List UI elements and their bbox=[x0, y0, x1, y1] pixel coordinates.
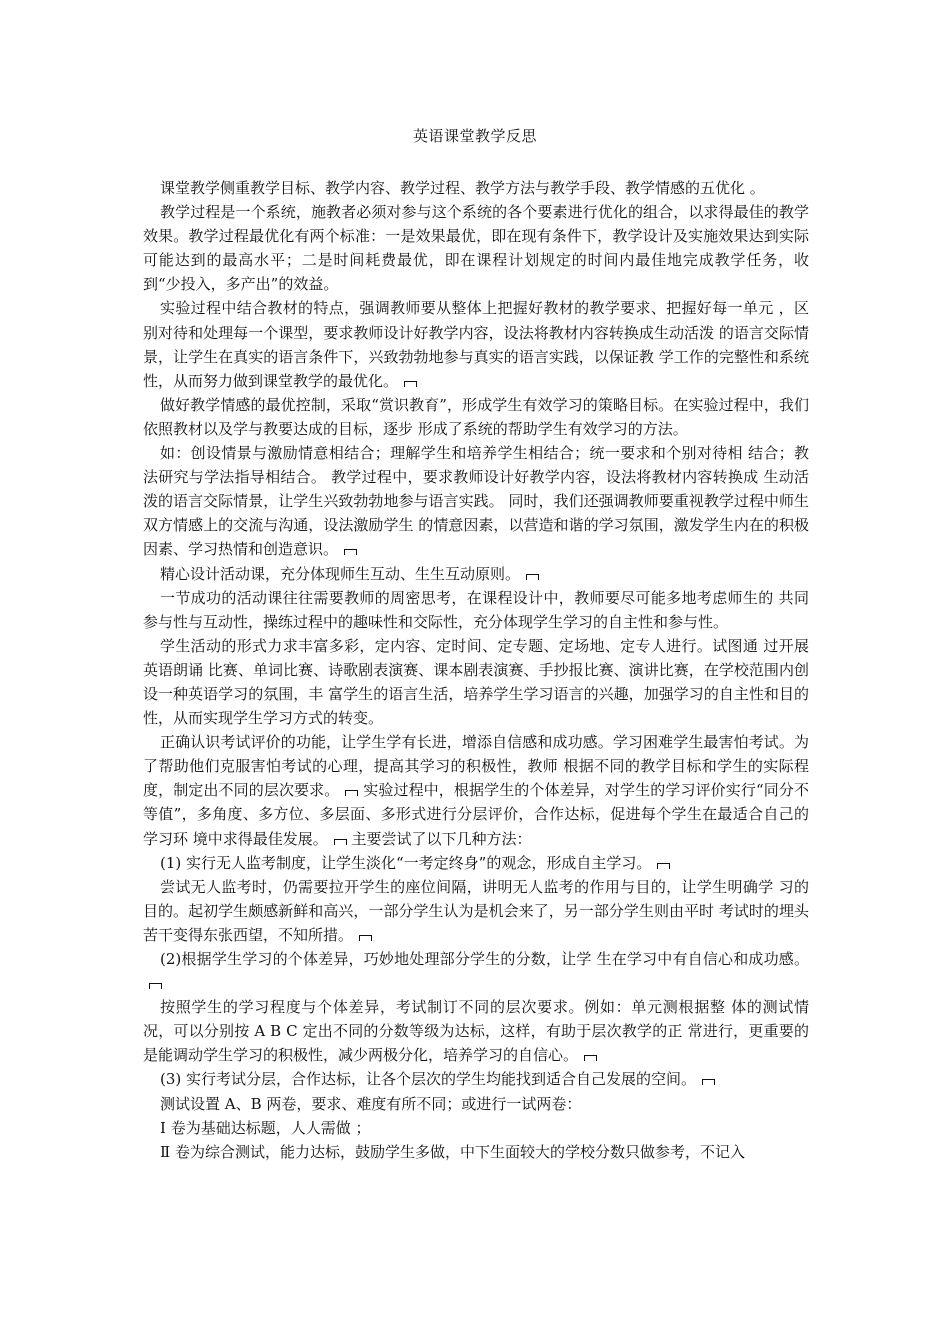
paragraph-mark-icon bbox=[526, 574, 539, 580]
paragraph-17: Ⅱ 卷为综合测试，能力达标，鼓励学生多做，中下生面较大的学校分数只做参考，不记入 bbox=[160, 1142, 745, 1161]
paragraph-mark-icon bbox=[334, 839, 347, 845]
paragraph-10: (1) 实行无人监考制度，让学生淡化“一考定终身”的观念，形成自主学习。 bbox=[143, 851, 809, 875]
paragraph-mark-icon bbox=[404, 381, 417, 387]
paragraph-5: 如：创设情景与激励情意相结合；理解学生和培养学生相结合；统一要求和个别对待相 结合；教法研究与学法指导相结合。 教学过程中，要求教师设计好教学内容，设法将教材内容转换成 生动活泼的语言交际情景，让学生兴致勃勃地参与语言实践。 同时，我们还强调教师要重视教学过程中师生双方情感上的交流与沟通，设法激励学生 的情意因素，以营造和谐的学习氛围，激发学生内在的积极因素、学习热情和创造意识。 bbox=[143, 444, 809, 559]
paragraph-1: 课堂教学侧重教学目标、教学内容、教学过程、教学方法与教学手段、教学情感的五优化 。 bbox=[160, 179, 765, 197]
paragraph-12: (2)根据学生学习的个体差异，巧妙地处理部分学生的分数，让学 生在学习中有自信心和成功感。 bbox=[143, 947, 809, 995]
paragraph-7: 一节成功的活动课往往需要教师的周密思考，在课程设计中，教师要尽可能多地考虑师生的 共同参与性与互动性，操练过程中的趣味性和交际性，充分体现学生学习的自主性和参与性。 bbox=[143, 588, 809, 631]
paragraph-6: 精心设计活动课，充分体现师生互动、生生互动原则。 bbox=[143, 562, 809, 586]
paragraph-16: Ⅰ 卷为基础达标题，人人需做 ； bbox=[160, 1118, 371, 1137]
paragraph-15: 测试设置 A、B 两卷，要求、难度有所不同；或进行一试两卷： bbox=[160, 1094, 582, 1113]
paragraph-mark-icon bbox=[657, 863, 670, 869]
paragraph-4: 做好教学情感的最优控制，采取“赏识教育”，形成学生有效学习的策略目标。在实验过程中，我们依照教材以及学与教要达成的目标，逐步 形成了系统的帮助学生有效学习的方法。 bbox=[143, 395, 809, 438]
paragraph-mark-icon bbox=[149, 983, 162, 989]
paragraph-8: 学生活动的形式力求丰富多彩，定内容、定时间、定专题、定场地、定专人进行。试图通 过开展英语朗诵 比赛、单词比赛、诗歌剧表演赛、课本剧表演赛、手抄报比赛、演讲比赛，在学校范围内创设一种英语学习的氛围，丰 富学生的语言生活，培养学生学习语言的兴趣，加强学习的自主性和目的性，从而实现学生学习方式的转变。 bbox=[143, 636, 809, 728]
paragraph-mark-icon bbox=[584, 1055, 597, 1061]
paragraph-2: 教学过程是一个系统，施教者必须对参与这个系统的各个要素进行优化的组合，以求得最佳的教学效果。教学过程最优化有两个标准：一是效果最优，即在现有条件下，教学设计及实施效果达到实际可能达到的最高水平；二是时间耗费最优，即在课程计划规定的时间内最佳地完成教学任务，收到“少投入，多产出”的效益。 bbox=[143, 203, 809, 294]
paragraph-mark-icon bbox=[344, 549, 357, 555]
document-title: 英语课堂教学反思 bbox=[412, 127, 537, 145]
paragraph-mark-icon bbox=[359, 935, 372, 941]
paragraph-14: (3) 实行考试分层，合作达标，让各个层次的学生均能找到适合自己发展的空间。 bbox=[143, 1067, 809, 1091]
document-body bbox=[143, 176, 809, 1164]
paragraph-mark-icon bbox=[702, 1079, 715, 1085]
paragraph-3: 实验过程中结合教材的特点，强调教师要从整体上把握好教材的教学要求、把握好每一单元 ，区别对待和处理每一个课型，要求教师设计好教学内容，设法将教材内容转换成生动活泼 的语言交际情景，让学生在真实的语言条件下，兴致勃勃地参与真实的语言实践，以保证教 学工作的完整性和系统性，从而努力做到课堂教学的最优化。 bbox=[143, 299, 809, 390]
paragraph-mark-icon bbox=[345, 790, 358, 796]
paragraph-11: 尝试无人监考时，仍需要拉开学生的座位间隔，讲明无人监考的作用与目的，让学生明确学 习的目的。起初学生颇感新鲜和高兴，一部分学生认为是机会来了，另一部分学生则由平时 考试时的埋头苦干变得东张西望，不知所措。 bbox=[143, 877, 809, 944]
paragraph-9: 正确认识考试评价的功能，让学生学有长进，增添自信感和成功感。学习困难学生最害怕考试。为了帮助他们克服害怕考试的心理，提高其学习的积极性，教师 根据不同的教学目标和学生的实际程度，制定出不同的层次要求。 实验过程中，根据学生的个体差异，对学生的学习评价实行“同分不等值”，多角度、多方位、多层面、多形式进行分层评价，合作达标，促进每个学生在最适合自己的学习环 境中求得最佳发展。 主要尝试了以下几种方法： bbox=[143, 733, 809, 848]
paragraph-13: 按照学生的学习程度与个体差异，考试制订不同的层次要求。例如：单元测根据整 体的测试情况，可以分别按 A B C 定出不同的分数等级为达标，这样，有助于层次教学的正 常进行，更重要的是能调动学生学习的积极性，减少两极分化，培养学习的自信心。 bbox=[143, 998, 809, 1065]
